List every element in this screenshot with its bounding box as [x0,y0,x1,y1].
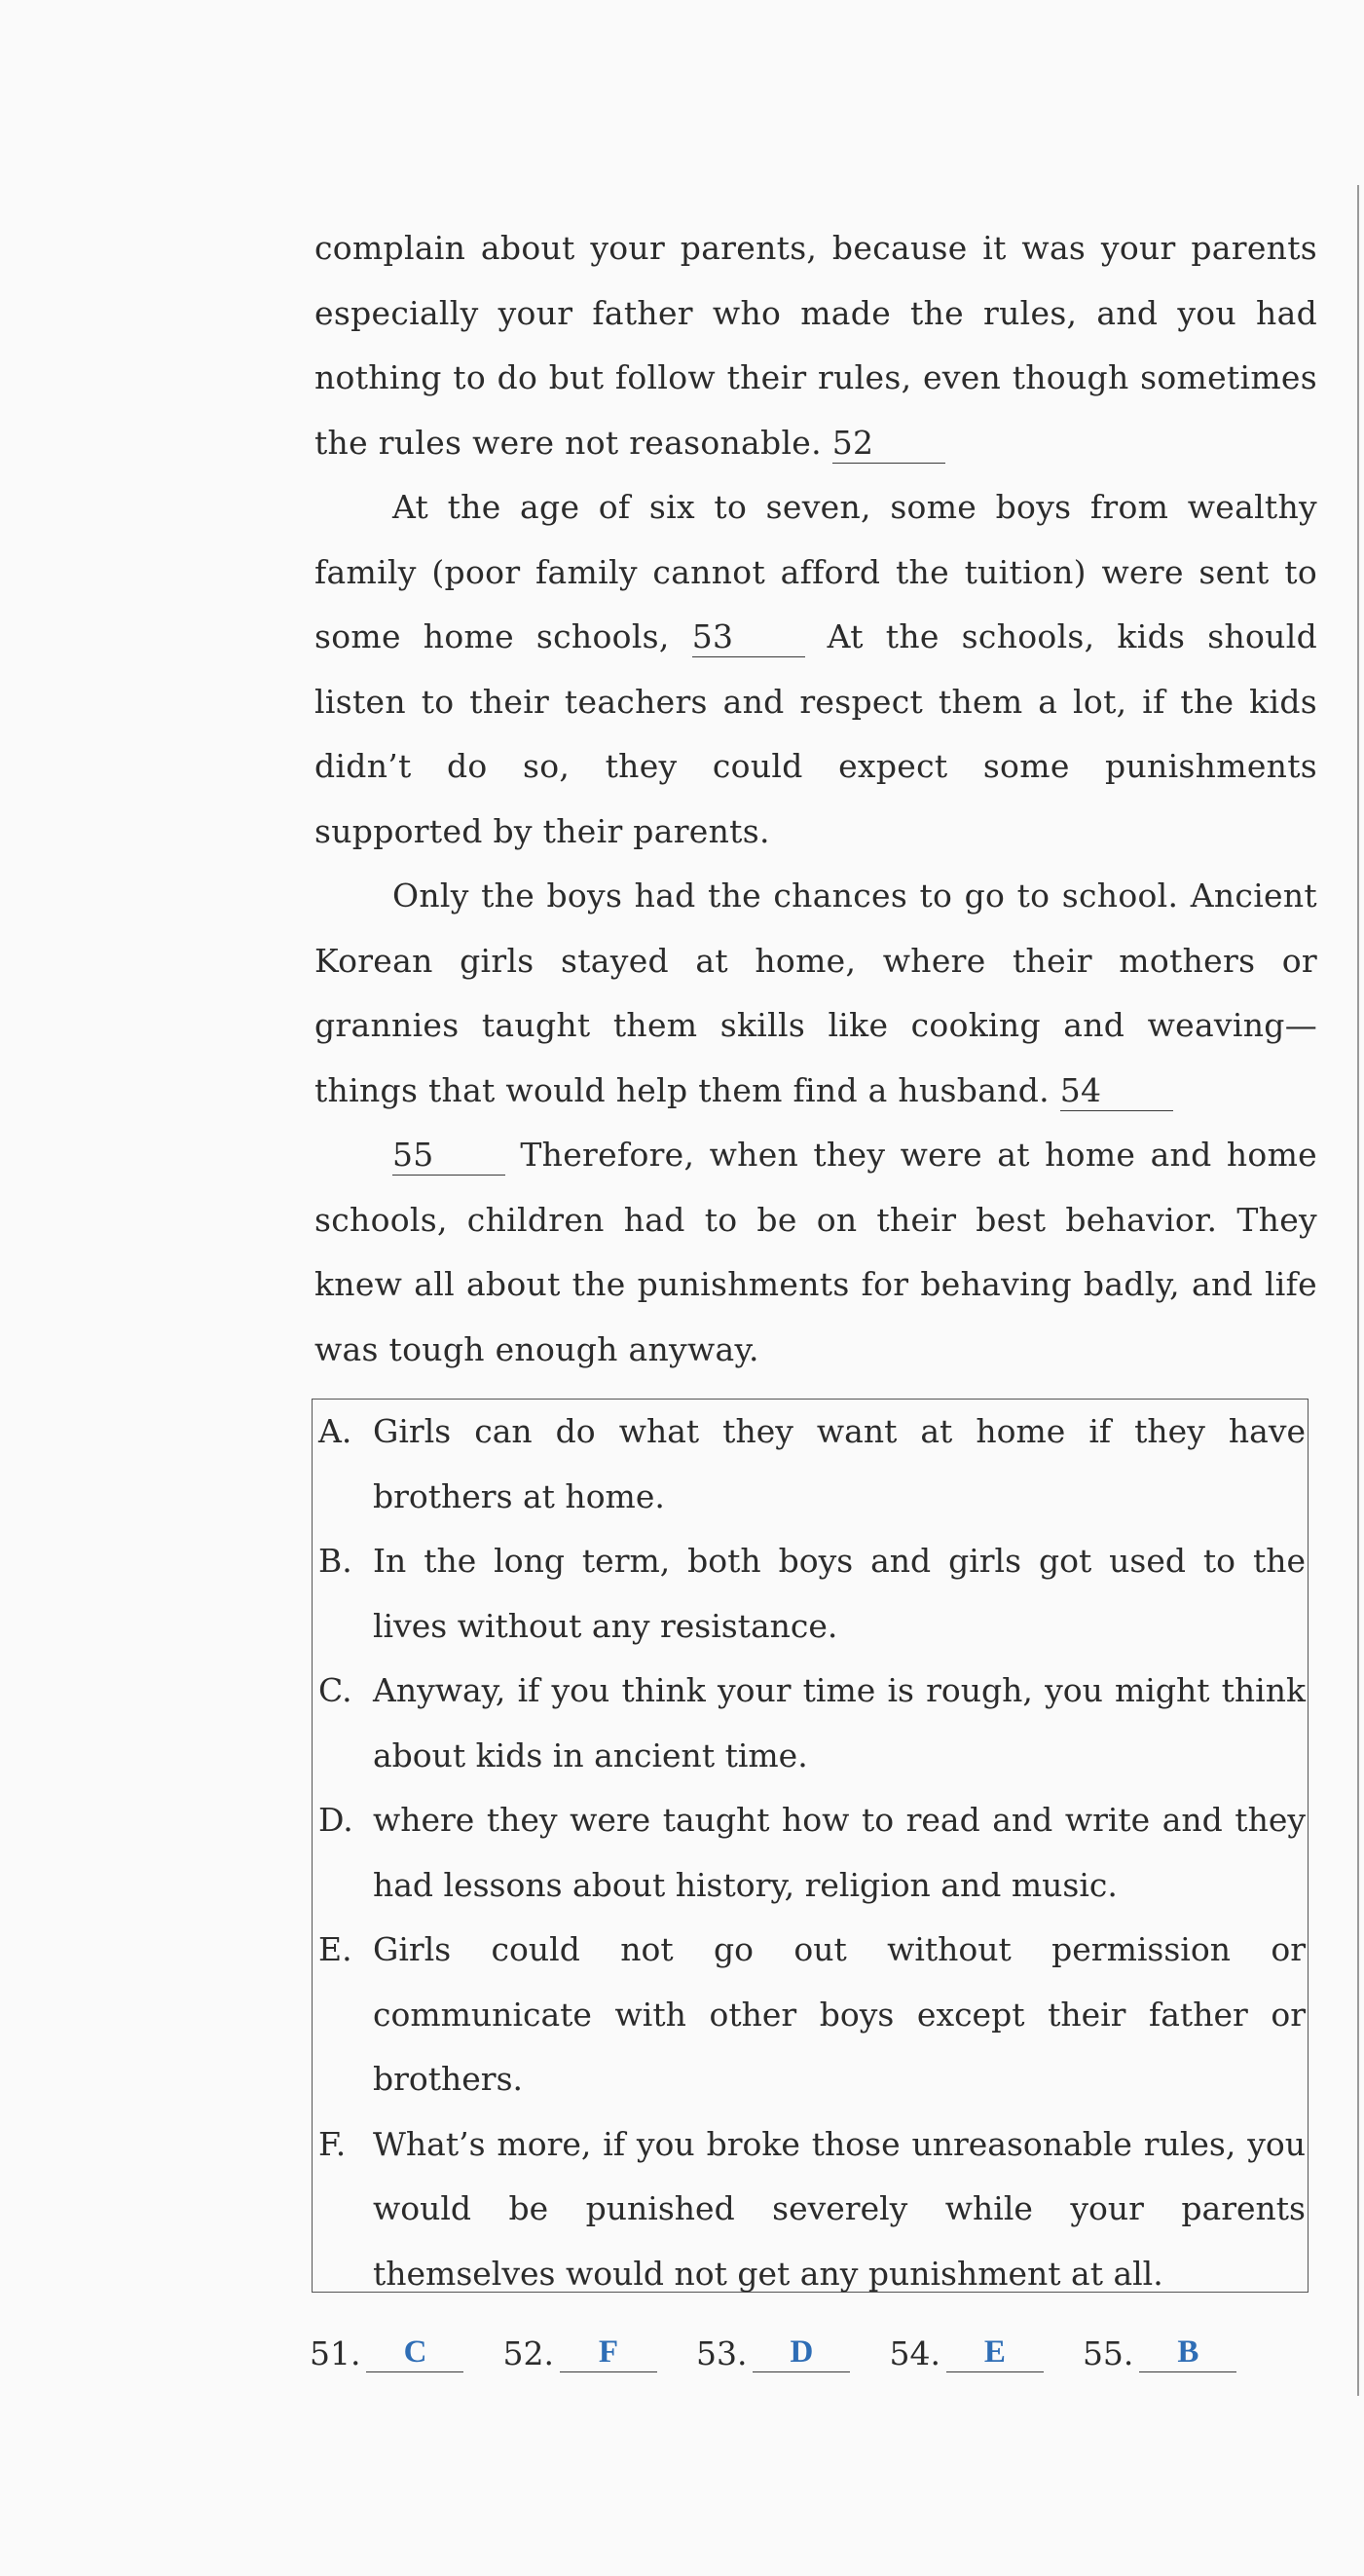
paragraph-4: 55 Therefore, when they were at home and home schools, children had to be on their best behavior. They knew all about the punishments for behaving badly, and life was tough enough anyway. [314,1136,1317,1368]
option-text: Girls can do what they want at home if they have brothers at home. [373,1412,1306,1515]
options-box [312,1399,1309,2293]
paragraph-3: Only the boys had the chances to go to school. Ancient Korean girls stayed at home, where their mothers or grannies taught them skills like cooking and weaving—things that would help them find a husband. 54 [314,877,1317,1109]
option-text: Anyway, if you think your time is rough, you might think about kids in ancient time. [373,1671,1306,1774]
paragraph-2: At the age of six to seven, some boys from wealthy family (poor family cannot afford the tuition) were sent to some home schools, 53 At the schools, kids should listen to their teachers and respect them a lot, if the kids didn’t do so, they could expect some punishments supported by their parents. [314,488,1317,850]
answer-value: C [366,2333,463,2372]
option-text: What’s more, if you broke those unreasonable rules, you would be punished severely while your parents themselves would not get any punishment at all. [373,2124,1306,2293]
option-c [318,1659,1306,1788]
blank-55: 55 [392,1136,505,1176]
option-e [318,1918,1306,2112]
answer-number: 55. [1082,2334,1134,2372]
option-b [318,1529,1306,1659]
answer-value: F [560,2333,657,2372]
answer-value: D [753,2333,850,2372]
option-letter: E. [318,1930,352,1968]
answer-number: 51. [310,2334,361,2372]
answer-row [310,2314,1322,2372]
option-letter: C. [318,1671,352,1709]
answer-value: E [946,2333,1044,2372]
option-a [318,1400,1306,1529]
answer-value: B [1139,2333,1236,2372]
answer-54 [889,2333,1043,2372]
answer-52 [502,2333,656,2372]
option-d [318,1788,1306,1918]
option-f [318,2112,1306,2307]
option-text: where they were taught how to read and write and they had lessons about history, religion and music. [373,1801,1306,1904]
option-letter: A. [318,1412,352,1450]
answer-53 [696,2333,850,2372]
option-letter: D. [318,1801,353,1839]
blank-53: 53 [692,617,805,657]
answer-51 [310,2333,463,2372]
answer-number: 53. [695,2334,748,2372]
page-edge-line [1357,185,1359,2396]
blank-52: 52 [832,424,945,464]
option-text: Girls could not go out without permission or communicate with other boys except their father or brothers. [373,1930,1306,2098]
answer-number: 54. [889,2334,940,2372]
option-letter: F. [318,2124,347,2163]
answer-55 [1083,2333,1236,2372]
option-letter: B. [318,1542,352,1580]
blank-54: 54 [1060,1071,1173,1111]
option-text: In the long term, both boys and girls got used to the lives without any resistance. [373,1542,1306,1645]
passage [314,216,1317,1382]
answer-number: 52. [502,2334,554,2372]
paragraph-1: complain about your parents, because it was your parents especially your father who made the rules, and you had nothing to do but follow their rules, even though sometimes the rules were not reasonable. 52 [314,229,1317,462]
